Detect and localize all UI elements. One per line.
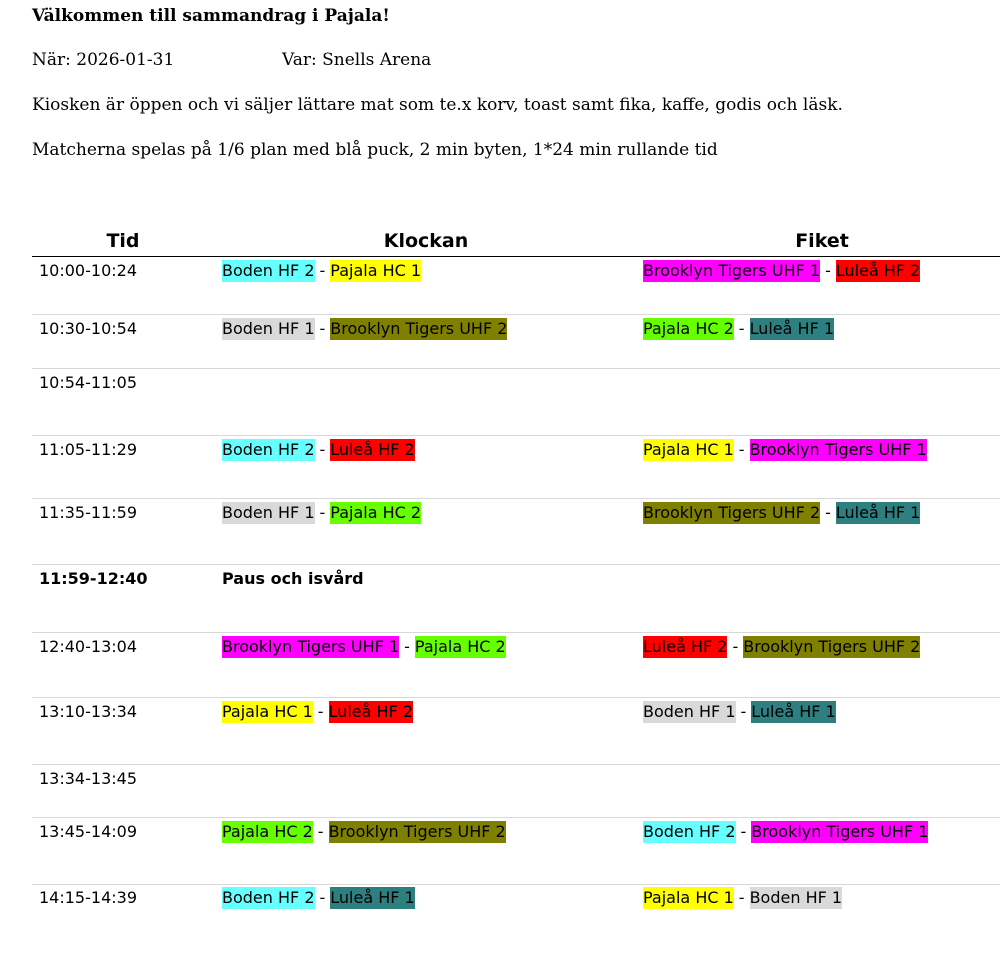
game-klockan [222,261,421,280]
team-label: Luleå HF 2 [835,261,921,280]
team-label: Pajala HC 1 [643,888,734,907]
team-label: Brooklyn Tigers UHF 2 [743,637,921,656]
game-klockan [222,637,506,656]
team-label: Luleå HF 2 [330,440,415,459]
game-fiket [643,319,834,338]
game-klockan [222,822,506,841]
row-divider [32,435,1000,436]
row-divider [32,884,1000,885]
game-separator: - [317,822,324,841]
row-divider [32,314,1000,315]
row-divider [32,817,1000,818]
game-klockan [222,319,507,338]
team-label: Luleå HF 1 [749,319,835,338]
event-venue: Var: Snells Arena [282,50,432,70]
team-label: Boden HF 1 [643,702,736,721]
team-label: Luleå HF 1 [751,702,836,721]
game-separator: - [738,319,745,338]
team-label: Luleå HF 1 [835,503,921,522]
team-label: Boden HF 2 [643,822,736,841]
game-separator: - [319,319,326,338]
team-label: Brooklyn Tigers UHF 1 [749,440,927,459]
team-label: Brooklyn Tigers UHF 2 [328,822,506,841]
time-slot: 11:05-11:29 [39,440,137,459]
row-divider [32,632,1000,633]
column-header-klockan: Klockan [383,230,469,252]
time-slot: 13:34-13:45 [39,769,137,788]
team-label: Boden HF 1 [222,503,315,522]
game-separator: - [319,440,326,459]
team-label: Brooklyn Tigers UHF 2 [643,503,821,522]
time-slot: 13:45-14:09 [39,822,137,841]
time-slot: 11:59-12:40 [39,569,148,588]
game-klockan [222,440,415,459]
row-divider [32,368,1000,369]
time-slot: 10:00-10:24 [39,261,137,280]
game-rules: Matcherna spelas på 1/6 plan med blå puck, 2 min byten, 1*24 min rullande tid [32,140,718,160]
team-label: Luleå HF 1 [330,888,415,907]
team-label: Brooklyn Tigers UHF 2 [330,319,508,338]
team-label: Brooklyn Tigers UHF 1 [751,822,929,841]
team-label: Pajala HC 2 [222,822,313,841]
column-header-tid: Tid [106,230,140,252]
team-label: Boden HF 2 [222,888,315,907]
game-separator: - [317,702,324,721]
team-label: Luleå HF 2 [643,637,728,656]
team-label: Luleå HF 2 [328,702,414,721]
game-klockan [222,702,413,721]
game-fiket [643,637,920,656]
team-label: Brooklyn Tigers UHF 1 [643,261,821,280]
team-label: Brooklyn Tigers UHF 1 [222,637,400,656]
column-header-fiket: Fiket [795,230,849,252]
event-date: När: 2026-01-31 [32,50,175,70]
game-separator: - [404,637,410,656]
game-separator: - [319,261,326,280]
game-separator: - [738,888,745,907]
game-separator: - [825,261,831,280]
row-divider [32,764,1000,765]
team-label: Pajala HC 1 [330,261,422,280]
row-divider [32,564,1000,565]
game-separator: - [740,702,747,721]
header-divider [32,256,1000,257]
game-separator: - [825,503,831,522]
game-klockan [222,503,421,522]
team-label: Boden HF 1 [749,888,843,907]
game-separator: - [738,440,745,459]
break-note: Paus och isvård [222,569,364,588]
game-fiket [643,503,920,522]
game-fiket [643,261,920,280]
team-label: Pajala HC 2 [330,503,422,522]
team-label: Boden HF 2 [222,261,315,280]
game-klockan [222,888,415,907]
row-divider [32,697,1000,698]
game-separator: - [740,822,747,841]
kiosk-info: Kiosken är öppen och vi säljer lättare mat som te.x korv, toast samt fika, kaffe, godis och läsk. [32,95,843,115]
game-separator: - [732,637,739,656]
team-label: Boden HF 1 [222,319,315,338]
team-label: Boden HF 2 [222,440,315,459]
time-slot: 11:35-11:59 [39,503,137,522]
time-slot: 13:10-13:34 [39,702,137,721]
game-fiket [643,888,842,907]
game-separator: - [319,503,326,522]
game-fiket [643,822,928,841]
team-label: Pajala HC 1 [222,702,313,721]
page-title: Välkommen till sammandrag i Pajala! [32,6,390,26]
time-slot: 10:54-11:05 [39,373,137,392]
time-slot: 10:30-10:54 [39,319,137,338]
team-label: Pajala HC 2 [643,319,734,338]
time-slot: 12:40-13:04 [39,637,137,656]
game-separator: - [319,888,326,907]
game-fiket [643,702,836,721]
time-slot: 14:15-14:39 [39,888,137,907]
team-label: Pajala HC 1 [643,440,734,459]
team-label: Pajala HC 2 [414,637,506,656]
game-fiket [643,440,927,459]
row-divider [32,498,1000,499]
